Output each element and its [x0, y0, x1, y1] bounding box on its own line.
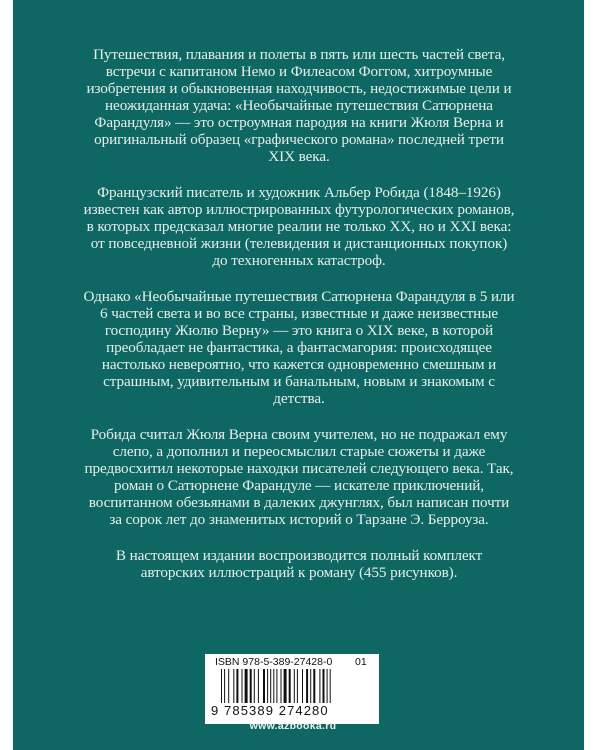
isbn-addon-code: 01 — [355, 656, 367, 668]
barcode-bar — [270, 669, 271, 703]
blurb-paragraph: Путешествия, плавания и полеты в пять или шесть частей света, встречи с капитаном Немо и Филеасом Фоггом, хитроумные изобретения и обыкновенная находчивость, недостижимые цели и неожиданная удача: «Необычайные путешествия Сатюрнена Фарандуля» — это остроумная пародия на книги Жюля Верна и оригинальный образец «графического романа» последней трети XIX века. — [86, 46, 512, 165]
barcode-bar — [289, 669, 291, 703]
barcode-bar — [254, 669, 255, 703]
blurb-paragraph: В настоящем издании воспроизводится полный комплект авторских иллюстраций к роману (455 рисунков). — [115, 547, 483, 581]
barcode-bar — [242, 669, 243, 703]
barcode-bar — [263, 669, 265, 703]
back-cover — [13, 0, 584, 750]
barcode-bar — [302, 669, 303, 703]
barcode-bar — [319, 669, 320, 703]
blurb-paragraph: Французский писатель и художник Альбер Робида (1848–1926) известен как автор иллюстрированных футурологических романов, в которых предсказал многие реалии не только XX, но и XXI века: от повседневной жизни (телевидения и дистанционных покупок) до техногенных катастроф. — [83, 184, 515, 269]
barcode-bars — [219, 669, 367, 705]
barcode-bar — [284, 669, 287, 703]
blurb-text — [83, 46, 515, 600]
publisher-website: www.azbooka.ru — [249, 720, 337, 732]
barcode-label — [205, 654, 379, 724]
barcode-bar — [221, 669, 222, 703]
barcode-bar — [313, 669, 315, 703]
barcode-bar — [297, 669, 298, 703]
barcode-bar — [294, 669, 295, 703]
blurb-paragraph: Робида считал Жюля Верна своим учителем, но не подражал ему слепо, а дополнил и переосмыслил старые сюжеты и даже предвосхитил некоторые находки писателей следующего века. Так, роман о Сатюрнене Фарандуле — искателе приключений, воспитанном обезьянами в далеких джунглях, был написан почти за сорок лет до знаменитых историй о Тарзане Э. Берроуза. — [84, 426, 514, 528]
barcode-bar — [323, 669, 325, 703]
barcode-bar — [224, 669, 225, 703]
barcode-bar — [236, 669, 238, 703]
ean-digits: 9 785389 274280 — [211, 703, 329, 718]
barcode-bar — [281, 669, 282, 703]
barcode-bar — [330, 669, 331, 703]
barcode-bar — [250, 669, 252, 703]
barcode-bar — [233, 669, 234, 703]
barcode-bar — [267, 669, 268, 703]
barcode-bar — [276, 669, 277, 703]
isbn-number: ISBN 978-5-389-27428-0 — [215, 656, 333, 668]
barcode-bar — [228, 669, 229, 703]
blurb-paragraph: Однако «Необычайные путешествия Сатюрнена Фарандуля в 5 или 6 частей света и во все страны, известные и даже неизвестные господину Жюлю Верну» — это книга о XIX веке, в которой преобладает не фантастика, а фантасмагория: происходящее настолько невероятно, что кажется одновременно смешным и страшным, удивительным и банальным, новым и знакомым с детства. — [83, 288, 515, 407]
barcode-bar — [273, 669, 274, 703]
barcode-bar — [306, 669, 308, 703]
barcode-bar — [310, 669, 311, 703]
barcode-bar — [327, 669, 328, 703]
barcode-bar — [258, 669, 259, 703]
barcode-bar — [245, 669, 248, 703]
